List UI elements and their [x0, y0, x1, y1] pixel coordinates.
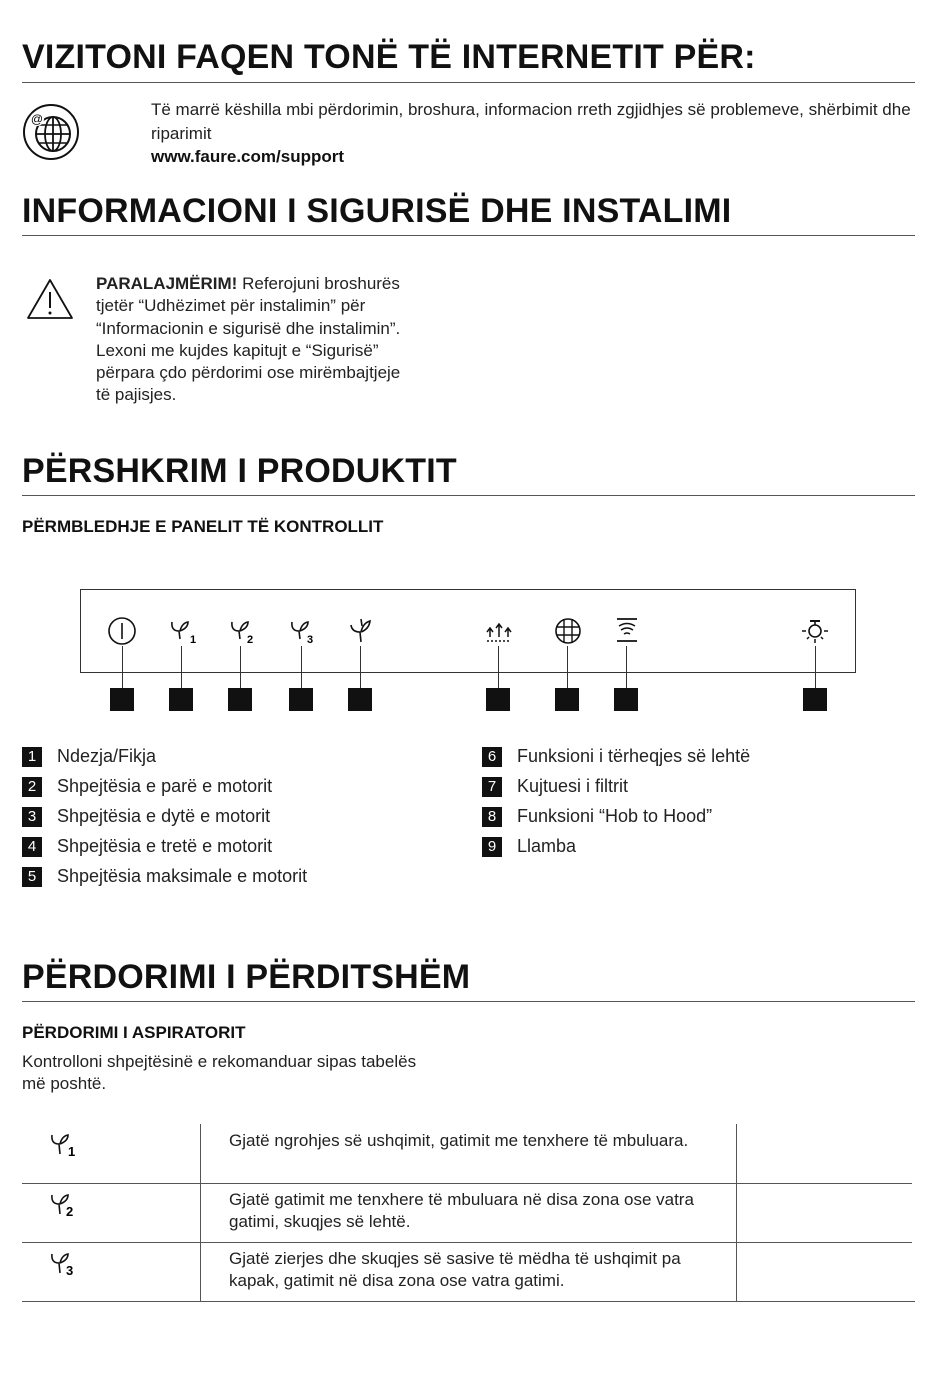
- table-rule: [22, 1183, 912, 1184]
- callout-9: [803, 688, 827, 711]
- legend-number: 6: [482, 747, 502, 767]
- legend-label: Funksioni i tërheqjes së lehtë: [517, 746, 751, 766]
- product-heading: PËRSHKRIM I PRODUKTIT: [22, 452, 457, 490]
- legend-label: Ndezja/Fikja: [57, 746, 157, 766]
- legend-number: 3: [22, 807, 42, 827]
- table-cell-text: Gjatë ngrohjes së ushqimit, gatimit me tenxhere të mbuluara.: [229, 1131, 689, 1150]
- svg-text:1: 1: [190, 634, 196, 646]
- breeze-icon[interactable]: [485, 617, 513, 645]
- warning-text: Referojuni broshurës tjetër “Udhëzimet për instalimin” për “Informacionin e sigurisë dhe instalimin”. Lexoni me kujdes kapitujt e “Sigurisë” përpara çdo përdorimi ose mirëmbajtjeje të pajisjes.: [96, 274, 401, 405]
- legend-label: Shpejtësia maksimale e motorit: [57, 866, 308, 886]
- table-cell-text: Gjatë gatimit me tenxhere të mbuluara në disa zona ose vatra gatimi, skuqjes së lehtë.: [229, 1190, 694, 1231]
- leader-line: [815, 646, 816, 688]
- legend-number: 7: [482, 777, 502, 797]
- legend-number: 5: [22, 867, 42, 887]
- divider: [22, 235, 915, 236]
- divider: [22, 82, 915, 83]
- fan-speed-3-icon: [48, 1251, 82, 1281]
- filter-grid-icon[interactable]: [554, 617, 582, 645]
- legend-number: 8: [482, 807, 502, 827]
- fan-speed-1-icon[interactable]: [168, 619, 196, 647]
- table-rule: [22, 1242, 912, 1243]
- leader-line: [240, 646, 241, 688]
- svg-text:2: 2: [247, 634, 254, 646]
- power-icon[interactable]: [108, 617, 136, 645]
- legend-label: Shpejtësia e parë e motorit: [57, 776, 273, 796]
- callout-2: [169, 688, 193, 711]
- svg-text:@: @: [30, 112, 44, 126]
- panel-subheading: PËRMBLEDHJE E PANELIT TË KONTROLLIT: [22, 517, 384, 536]
- globe-at-icon: [22, 103, 80, 161]
- callout-4: [289, 688, 313, 711]
- table-rule: [200, 1124, 201, 1301]
- leader-line: [498, 646, 499, 688]
- control-panel: [80, 589, 856, 673]
- legend-number: 4: [22, 837, 42, 857]
- callout-6: [486, 688, 510, 711]
- legend-label: Llamba: [517, 836, 577, 856]
- svg-text:2: 2: [66, 1204, 74, 1219]
- lamp-icon[interactable]: [801, 617, 829, 645]
- svg-text:3: 3: [66, 1263, 74, 1278]
- safety-heading: INFORMACIONI I SIGURISË DHE INSTALIMI: [22, 192, 732, 230]
- table-cell-text: Gjatë zierjes dhe skuqjes së sasive të mëdha të ushqimit pa kapak, gatimit në disa zona ose vatra gatimi.: [229, 1249, 681, 1290]
- warning-label: PARALAJMËRIM!: [96, 274, 238, 293]
- legend-number: 2: [22, 777, 42, 797]
- daily-heading: PËRDORIMI I PËRDITSHËM: [22, 958, 471, 996]
- safety-warning: [96, 273, 416, 407]
- leader-line: [122, 646, 123, 688]
- support-url[interactable]: www.faure.com/support: [151, 147, 345, 166]
- svg-text:1: 1: [68, 1144, 76, 1159]
- fan-max-icon[interactable]: [348, 617, 376, 645]
- warning-triangle-icon: [26, 278, 74, 320]
- visit-text: Të marrë këshilla mbi përdorimin, broshura, informacion rreth zgjidhjes së problemeve, shërbimit dhe riparimit: [151, 100, 911, 143]
- leader-line: [181, 646, 182, 688]
- fan-speed-1-icon: [48, 1132, 82, 1162]
- callout-1: [110, 688, 134, 711]
- fan-speed-2-icon: [48, 1192, 82, 1222]
- table-rule: [22, 1301, 915, 1302]
- leader-line: [301, 646, 302, 688]
- callout-8: [614, 688, 638, 711]
- visit-heading: VIZITONI FAQEN TONË TË INTERNETIT PËR:: [22, 38, 756, 76]
- leader-line: [567, 646, 568, 688]
- legend-label: Shpejtësia e dytë e motorit: [57, 806, 271, 826]
- callout-3: [228, 688, 252, 711]
- callout-7: [555, 688, 579, 711]
- legend-label: Kujtuesi i filtrit: [517, 776, 629, 796]
- divider: [22, 495, 915, 496]
- table-rule: [736, 1124, 737, 1301]
- fan-speed-2-icon[interactable]: [228, 619, 256, 647]
- callout-5: [348, 688, 372, 711]
- legend-number: 1: [22, 747, 42, 767]
- hob-to-hood-icon[interactable]: [613, 616, 641, 644]
- svg-text:3: 3: [307, 634, 314, 646]
- fan-speed-3-icon[interactable]: [288, 619, 316, 647]
- leader-line: [626, 646, 627, 688]
- leader-line: [360, 646, 361, 688]
- legend-number: 9: [482, 837, 502, 857]
- divider: [22, 1001, 915, 1002]
- legend-label: Shpejtësia e tretë e motorit: [57, 836, 273, 856]
- legend-label: Funksioni “Hob to Hood”: [517, 806, 713, 826]
- hood-use-text: Kontrolloni shpejtësinë e rekomanduar sipas tabelës më poshtë.: [22, 1052, 417, 1093]
- hood-use-subheading: PËRDORIMI I ASPIRATORIT: [22, 1023, 246, 1042]
